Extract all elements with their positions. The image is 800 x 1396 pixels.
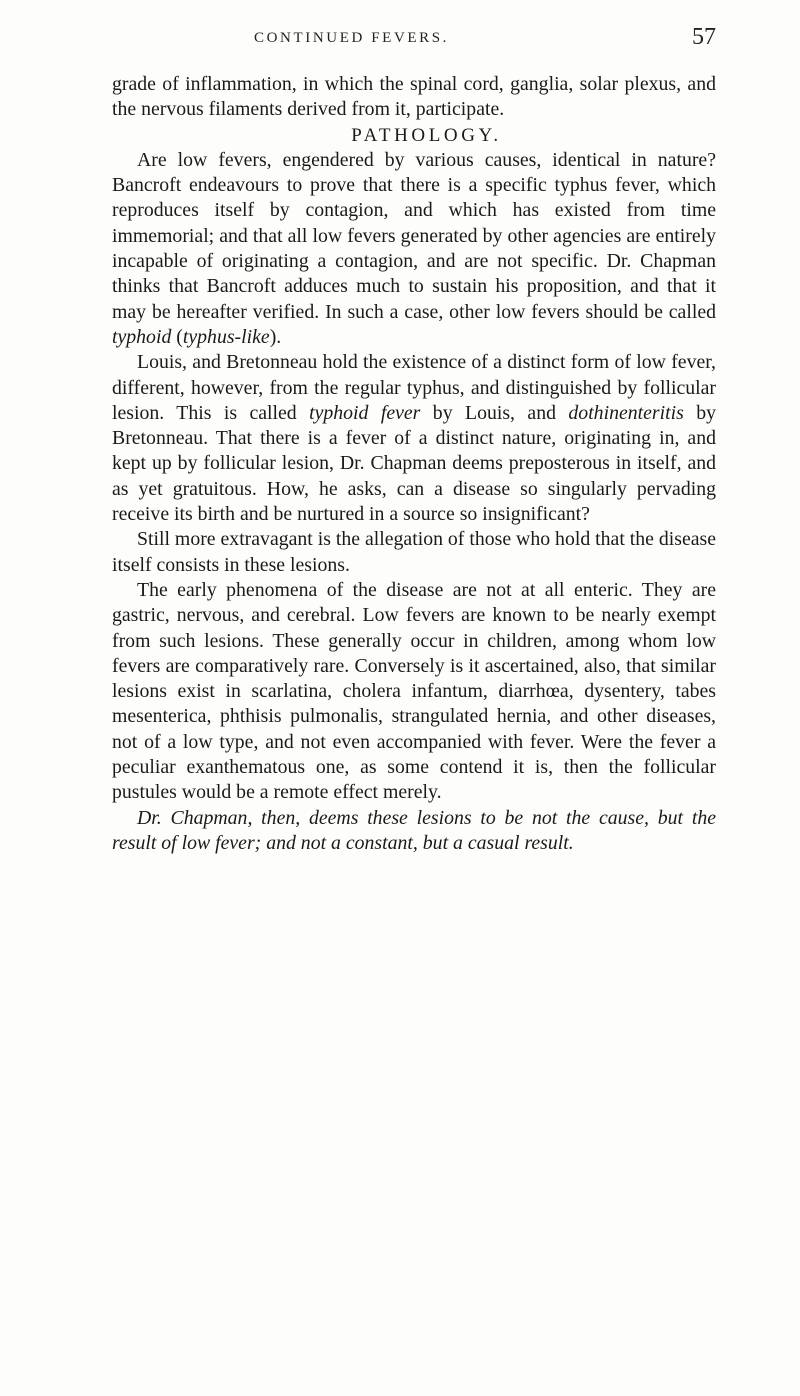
paragraph: The early phenomena of the disease are not at all enteric. They are gastric, nervous, and cerebral. Low fevers are known to be nearly exempt from such lesions. These generally occur in children, among whom low fevers are comparatively rare. Conversely is it ascertained, also, that similar lesions exist in scarlatina, cholera infantum, diarrhœa, dysentery, tabes mesenterica, phthisis pulmonalis, strangulated hernia, and other diseases, not of a low type, and not even accompanied with fever. Were the fever a peculiar exanthematous one, as some contend it is, then the follicular pustules would be a remote effect merely. — [112, 578, 716, 804]
italic-term: typhoid fever — [309, 401, 421, 424]
paragraph: Still more extravagant is the allegation of those who hold that the disease itself consists in these lesions. — [112, 528, 717, 576]
italic-term: typhoid — [112, 325, 172, 348]
paragraph — [112, 148, 716, 350]
italic-term: dothinenteritis — [568, 401, 684, 424]
text-run: by Louis, and — [420, 401, 569, 424]
text-run: Are low fevers, engendered by various causes, identical in nature? Bancroft endeavours to prove that there is a specific typhus fever, which reproduces itself by contagion, and which has existed from time immemorial; and that all low fevers generated by other agencies are entirely incapable of originating a contagion, and are not specific. Dr. Chapman thinks that Bancroft adduces much to sustain his proposition, and that it may be hereafter verified. In such a case, other low fevers should be called — [112, 148, 716, 323]
page-number: 57 — [692, 24, 716, 50]
text-run: Louis, and Bretonneau hold the existence of a distinct form of low fever, different, however, from the regular typhus, and distinguished by follicular lesion. This is called — [112, 351, 716, 424]
paragraph-italic-conclusion: Dr. Chapman, then, deems these lesions to be not the cause, but the result of low fever; and not a constant, but a casual result. — [112, 806, 716, 854]
italic-term: typhus-like — [182, 325, 270, 348]
running-title: CONTINUED FEVERS. — [254, 30, 450, 46]
paragraph — [112, 350, 716, 527]
text-run: ). — [269, 325, 282, 348]
text-run: ( — [171, 325, 183, 348]
section-heading: PATHOLOGY. — [351, 124, 502, 146]
running-head — [112, 24, 716, 54]
text-run: by Bretonneau. That there is a fever of a distinct nature, originating in, and kept up by follicular lesion, Dr. Chapman deems preposterous in itself, and as yet gratuitous. How, he asks, can a disease so singularly pervading receive its birth and be nurtured in a source so insignificant? — [112, 401, 716, 526]
paragraph-continued: grade of inflammation, in which the spinal cord, ganglia, solar plexus, and the nervous filaments derived from it, participate. — [112, 73, 716, 121]
body-text — [112, 72, 716, 856]
